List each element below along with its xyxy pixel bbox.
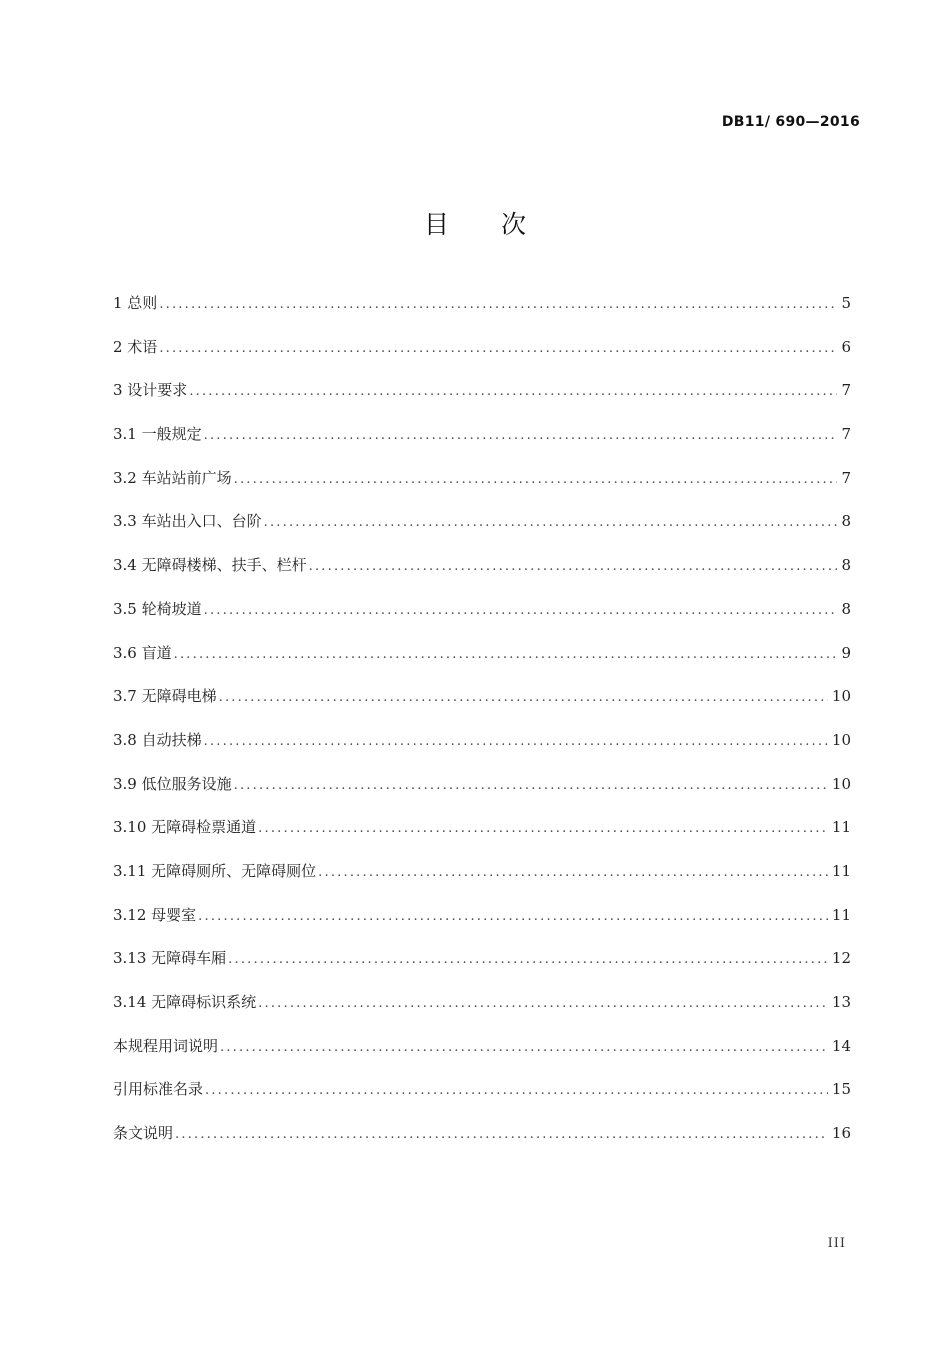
toc-entry[interactable]: [113, 598, 851, 642]
toc-entry-page: 8: [841, 599, 851, 618]
toc-leader-dots: [309, 559, 837, 574]
toc-entry-page: 7: [841, 425, 851, 444]
toc-entry-label: 引用标准名录: [113, 1080, 204, 1099]
document-code: DB11/ 690—2016: [721, 114, 860, 130]
toc-entry-page: 6: [841, 337, 851, 356]
toc-entry-label: 3.4 无障碍楼梯、扶手、栏杆: [113, 556, 307, 575]
toc-entry-page: 14: [831, 1036, 851, 1055]
toc-entry-page: 11: [831, 818, 851, 837]
toc-leader-dots: [159, 341, 837, 356]
toc-leader-dots: [204, 428, 837, 443]
toc-entry[interactable]: [113, 467, 851, 511]
toc-entry-page: 12: [831, 949, 851, 968]
toc-entry-page: 13: [831, 993, 851, 1011]
toc-entry[interactable]: [113, 642, 851, 686]
toc-entry-label: 2 术语: [113, 337, 158, 356]
toc-entry-label: 3.1 一般规定: [113, 425, 202, 444]
toc-entry-label: 3.8 自动扶梯: [113, 730, 202, 749]
toc-entry[interactable]: [113, 904, 851, 948]
toc-leader-dots: [204, 603, 837, 618]
table-of-contents: [113, 292, 851, 1166]
toc-entry-page: 9: [841, 643, 851, 662]
toc-entry[interactable]: [113, 554, 851, 598]
toc-entry[interactable]: [113, 773, 851, 817]
toc-entry-label: 3.9 低位服务设施: [113, 774, 232, 793]
toc-entry-page: 16: [831, 1124, 851, 1143]
toc-entry-label: 本规程用词说明: [113, 1036, 219, 1055]
toc-entry[interactable]: [113, 947, 851, 991]
toc-entry[interactable]: [113, 292, 851, 336]
toc-title: 目 次: [424, 210, 548, 239]
toc-entry[interactable]: [113, 1122, 851, 1166]
toc-leader-dots: [234, 778, 828, 793]
toc-entry-page: 7: [841, 381, 851, 400]
toc-entry-page: 10: [831, 687, 851, 706]
toc-entry[interactable]: [113, 379, 851, 423]
toc-entry-label: 3.3 车站出入口、台阶: [113, 512, 262, 531]
toc-entry-label: 3.5 轮椅坡道: [113, 599, 202, 618]
toc-entry[interactable]: [113, 685, 851, 729]
toc-entry-label: 3.13 无障碍车厢: [113, 949, 227, 968]
toc-entry-page: 5: [841, 294, 851, 312]
toc-entry-page: 11: [831, 905, 851, 924]
toc-entry-label: 3.11 无障碍厕所、无障碍厕位: [113, 861, 317, 880]
toc-leader-dots: [228, 952, 828, 967]
toc-leader-dots: [220, 1040, 828, 1055]
toc-leader-dots: [159, 297, 837, 312]
toc-entry[interactable]: [113, 816, 851, 860]
toc-leader-dots: [258, 996, 828, 1011]
toc-entry-page: 8: [841, 512, 851, 531]
toc-entry[interactable]: [113, 1078, 851, 1122]
toc-entry-label: 1 总则: [113, 294, 158, 312]
toc-leader-dots: [204, 734, 828, 749]
toc-entry-label: 3.10 无障碍检票通道: [113, 818, 257, 837]
toc-entry-page: 11: [831, 861, 851, 880]
toc-entry-label: 3 设计要求: [113, 381, 188, 400]
toc-leader-dots: [189, 384, 837, 399]
toc-entry-page: 10: [831, 730, 851, 749]
toc-entry[interactable]: [113, 729, 851, 773]
toc-entry-label: 3.12 母婴室: [113, 905, 197, 924]
toc-leader-dots: [234, 472, 837, 487]
toc-leader-dots: [198, 909, 828, 924]
toc-entry[interactable]: [113, 991, 851, 1035]
toc-entry-page: 15: [831, 1080, 851, 1099]
toc-entry-label: 3.6 盲道: [113, 643, 172, 662]
toc-leader-dots: [219, 690, 828, 705]
toc-leader-dots: [205, 1083, 828, 1098]
toc-entry[interactable]: [113, 336, 851, 380]
toc-leader-dots: [258, 821, 828, 836]
toc-entry[interactable]: [113, 1035, 851, 1079]
toc-entry-page: 7: [841, 468, 851, 487]
toc-leader-dots: [264, 515, 837, 530]
toc-entry-label: 3.2 车站站前广场: [113, 468, 232, 487]
toc-leader-dots: [174, 647, 837, 662]
toc-entry[interactable]: [113, 860, 851, 904]
toc-entry[interactable]: [113, 510, 851, 554]
toc-entry-label: 3.14 无障碍标识系统: [113, 993, 257, 1011]
page-number: III: [827, 1236, 846, 1251]
toc-leader-dots: [318, 865, 828, 880]
toc-leader-dots: [175, 1127, 828, 1142]
toc-entry[interactable]: [113, 423, 851, 467]
toc-entry-page: 8: [841, 556, 851, 575]
toc-entry-label: 条文说明: [113, 1124, 174, 1143]
toc-entry-label: 3.7 无障碍电梯: [113, 687, 217, 706]
toc-entry-page: 10: [831, 774, 851, 793]
